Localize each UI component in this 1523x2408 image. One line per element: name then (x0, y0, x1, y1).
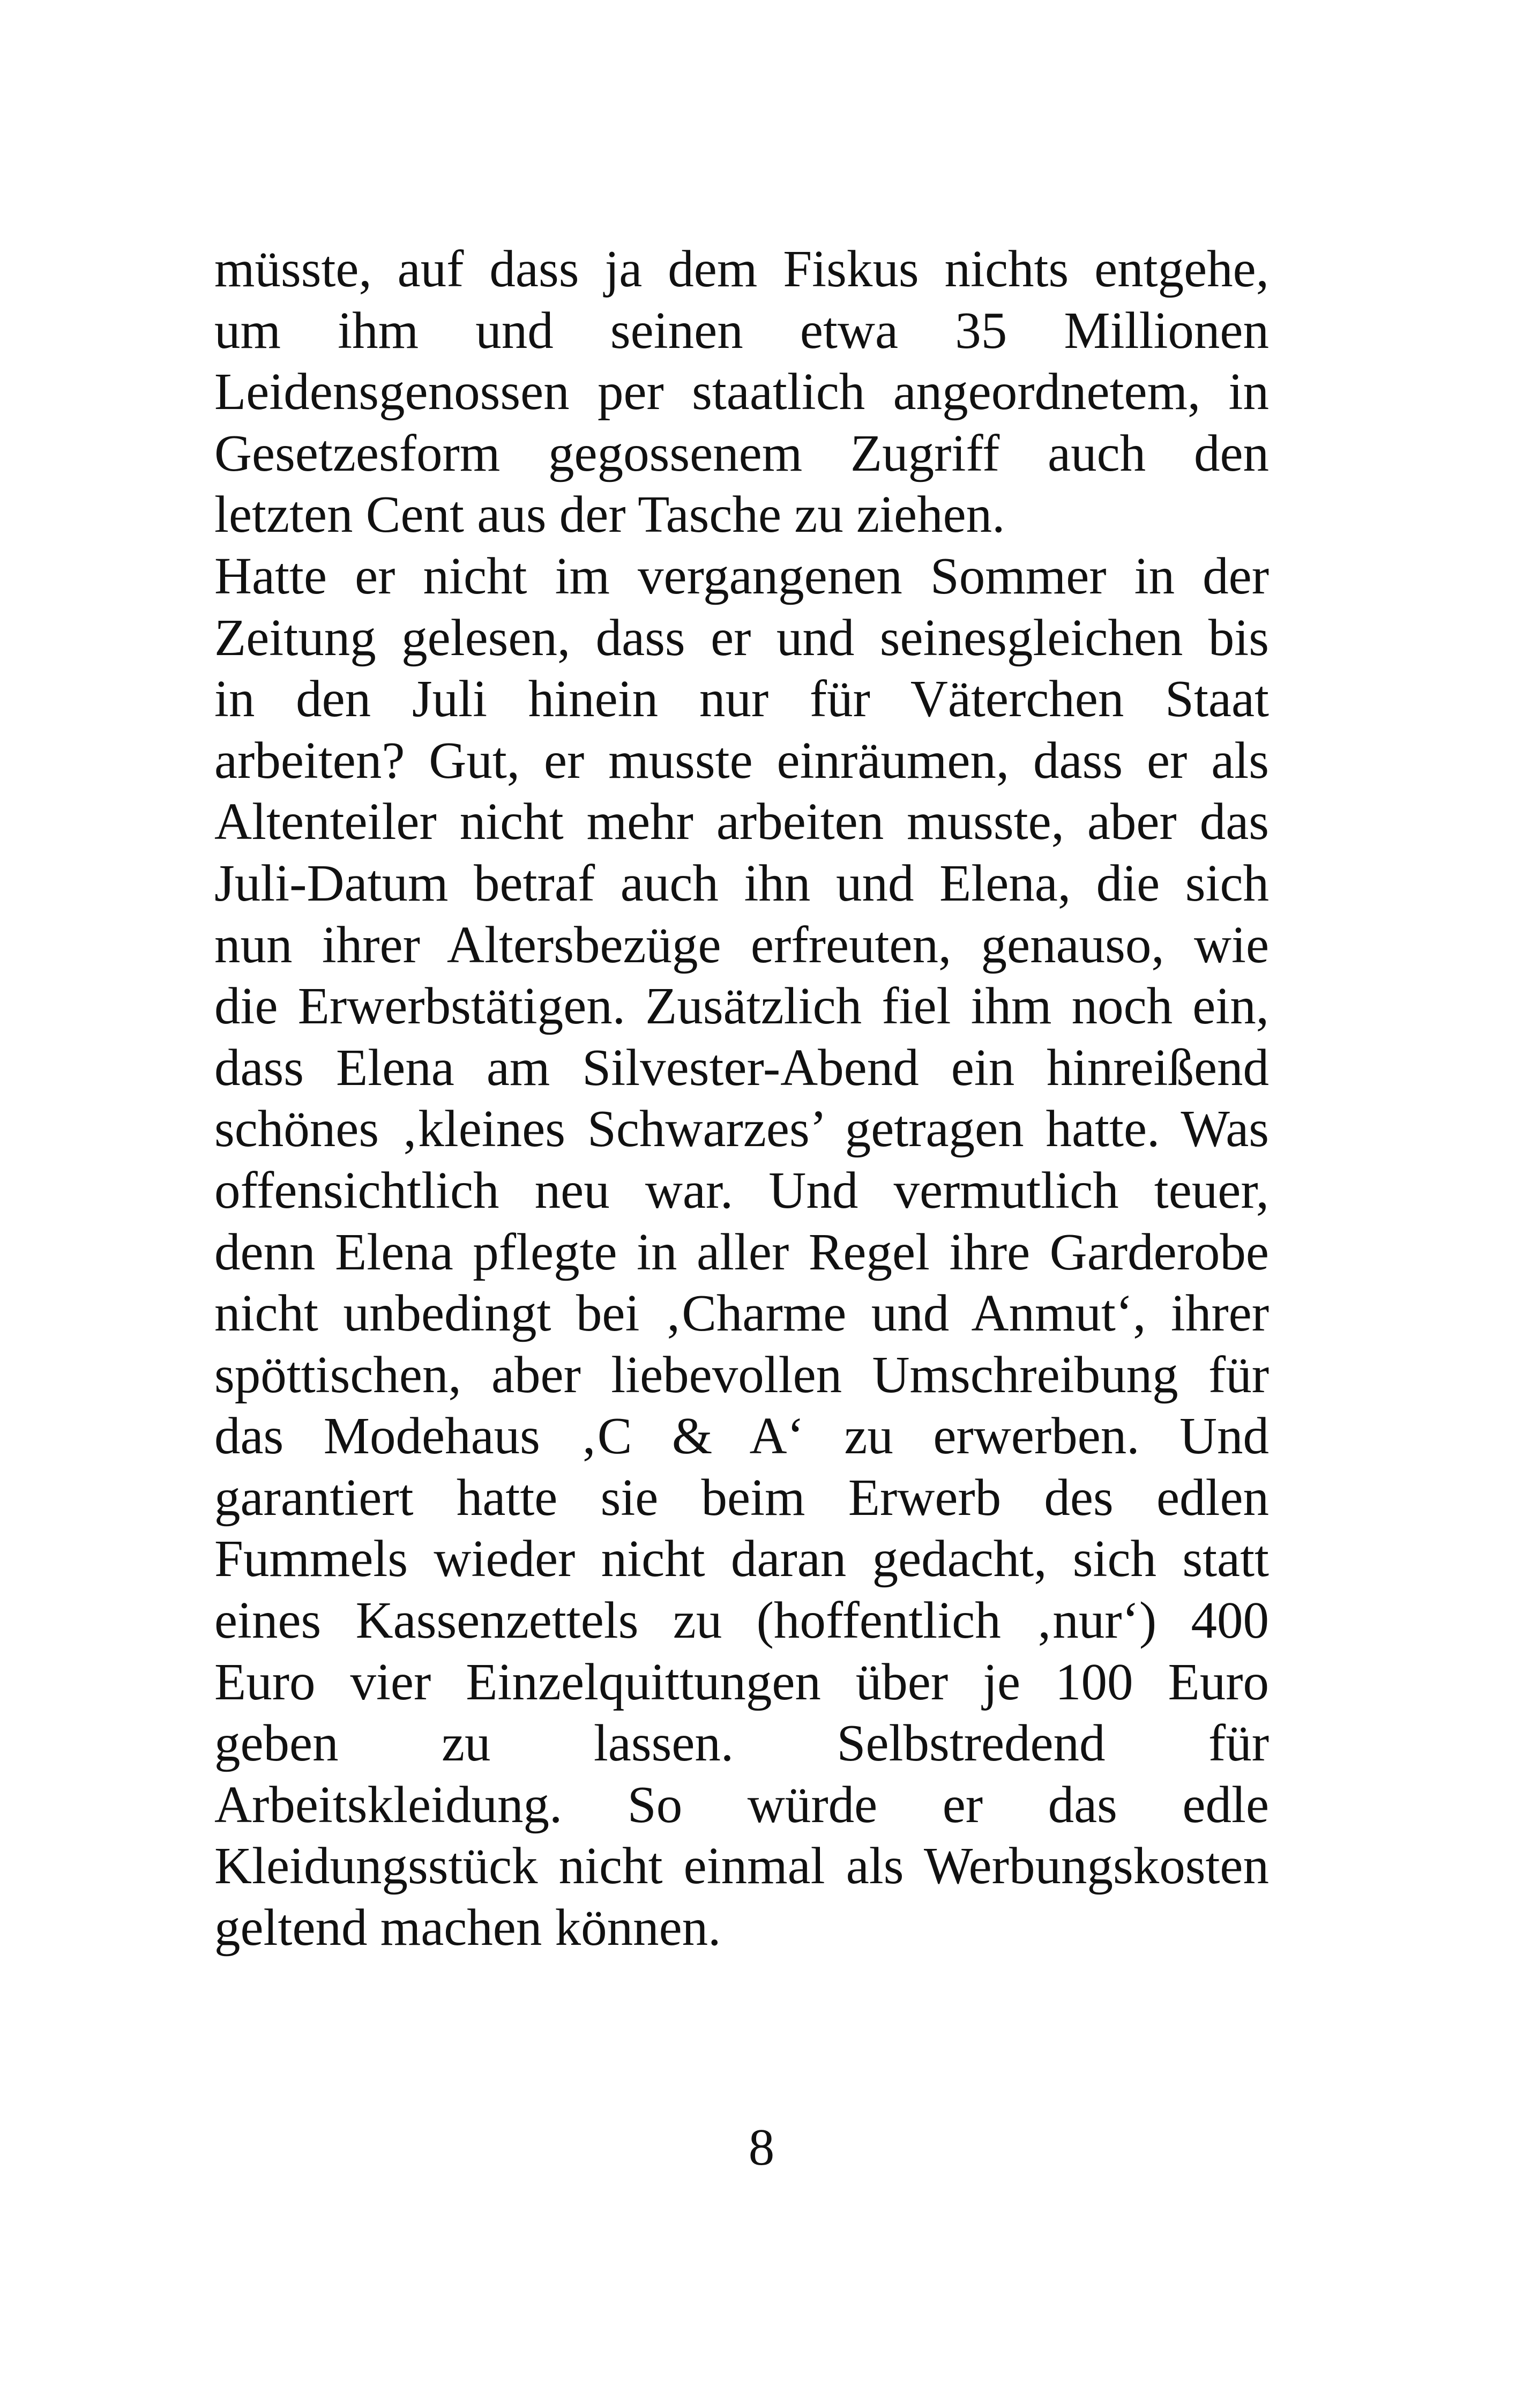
text-line: spöttischen, aber liebevollen Umschreibung für (214, 1346, 1269, 1403)
text-line: geltend machen können. (214, 1899, 721, 1957)
text-line: schönes ‚kleines Schwarzes’ getragen hatte. Was (214, 1100, 1269, 1158)
text-line: geben zu lassen. Selbstredend für (214, 1714, 1269, 1772)
text-line: müsste, auf dass ja dem Fiskus nichts entgehe, (214, 240, 1269, 298)
text-line: nun ihrer Altersbezüge erfreuten, genauso, wie (214, 916, 1269, 973)
text-line: das Modehaus ‚C & A‘ zu erwerben. Und (214, 1407, 1269, 1465)
text-line: dass Elena am Silvester-Abend ein hinreißend (214, 1038, 1269, 1096)
text-line: denn Elena pflegte in aller Regel ihre Garderobe (214, 1223, 1269, 1281)
text-line: Euro vier Einzelquittungen über je 100 Euro (214, 1653, 1269, 1711)
text-line: Gesetzesform gegossenem Zugriff auch den (214, 424, 1269, 482)
text-line: nicht unbedingt bei ‚Charme und Anmut‘, ihrer (214, 1284, 1269, 1342)
text-line: Kleidungsstück nicht einmal als Werbungskosten (214, 1837, 1269, 1895)
text-line: Hatte er nicht im vergangenen Sommer in der (214, 547, 1269, 605)
text-line: arbeiten? Gut, er musste einräumen, dass er als (214, 731, 1269, 789)
text-line: eines Kassenzettels zu (hoffentlich ‚nur‘) 400 (214, 1592, 1269, 1649)
body-text (214, 239, 1269, 1959)
text-line: Juli-Datum betraf auch ihn und Elena, die sich (214, 854, 1269, 912)
text-line: Arbeitskleidung. So würde er das edle (214, 1775, 1269, 1833)
text-line: in den Juli hinein nur für Väterchen Staat (214, 670, 1269, 728)
page-number: 8 (748, 2119, 775, 2176)
text-line: Fummels wieder nicht daran gedacht, sich statt (214, 1530, 1269, 1588)
text-line: Zeitung gelesen, dass er und seinesgleichen bis (214, 608, 1269, 666)
text-line: offensichtlich neu war. Und vermutlich teuer, (214, 1161, 1269, 1219)
text-line: Altenteiler nicht mehr arbeiten musste, aber das (214, 793, 1269, 851)
text-line: um ihm und seinen etwa 35 Millionen (214, 301, 1269, 359)
text-line: Leidensgenossen per staatlich angeordnetem, in (214, 363, 1269, 421)
text-line: letzten Cent aus der Tasche zu ziehen. (214, 486, 1005, 544)
text-line: garantiert hatte sie beim Erwerb des edlen (214, 1468, 1269, 1526)
text-line: die Erwerbstätigen. Zusätzlich fiel ihm noch ein, (214, 977, 1269, 1035)
